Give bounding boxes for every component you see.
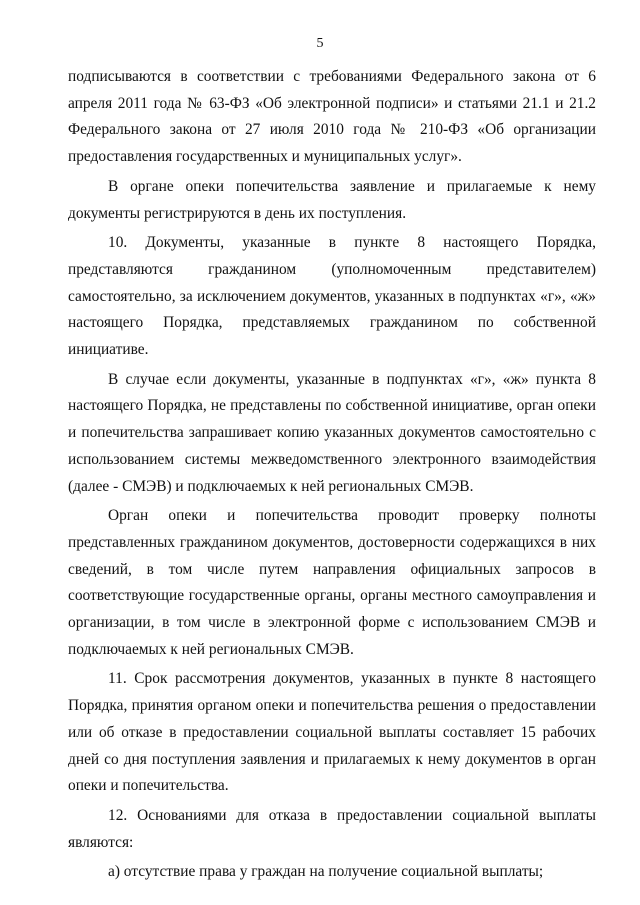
paragraph-item-10: 10. Документы, указанные в пункте 8 настоящего Порядка, представляются гражданином (уполномоченным представителем) самостоятельно, за исключением документов, указанных в подпунктах «г», «ж» настоящего Порядка, представляемых гражданином по собственной инициативе.: [68, 234, 596, 359]
paragraph-verification: Орган опеки и попечительства проводит проверку полноты представленных гражданином документов, достоверности содержащихся в них сведений, в том числе путем направления официальных запросов в соответствующие государственные органы, органы местного самоуправления и организации, в том числе в электронной форме с использованием СМЭВ и подключаемых к ней региональных СМЭВ.: [68, 507, 596, 658]
page-number: 5: [316, 36, 324, 51]
paragraph-item-12-a: а) отсутствие права у граждан на получение социальной выплаты;: [108, 863, 544, 881]
paragraph-smev-request: В случае если документы, указанные в подпунктах «г», «ж» пункта 8 настоящего Порядка, не представлены по собственной инициативе, орган опеки и попечительства запрашивает копию указанных документов самостоятельно с использованием системы межведомственного электронного взаимодействия (далее - СМЭВ) и подключаемых к ней региональных СМЭВ.: [68, 370, 596, 495]
paragraph-signature-requirements: подписываются в соответствии с требованиями Федерального закона от 6 апреля 2011 года № 63-ФЗ «Об электронной подписи» и статьями 21.1 и 21.2 Федерального закона от 27 июля 2010 года № 210-ФЗ «Об организации предоставления государственных и муниципальных услуг».: [68, 68, 596, 166]
paragraph-item-12: 12. Основаниями для отказа в предоставлении социальной выплаты являются:: [68, 806, 596, 851]
document-body: [68, 64, 596, 889]
paragraph-item-11: 11. Срок рассмотрения документов, указанных в пункте 8 настоящего Порядка, принятия органом опеки и попечительства решения о предоставлении или об отказе в предоставлении социальной выплаты составляет 15 рабочих дней со дня поступления заявления и прилагаемых к нему документов в орган опеки и попечительства.: [68, 670, 596, 795]
paragraph-registration: В органе опеки попечительства заявление и прилагаемые к нему документы регистрируются в день их поступления.: [68, 177, 596, 222]
